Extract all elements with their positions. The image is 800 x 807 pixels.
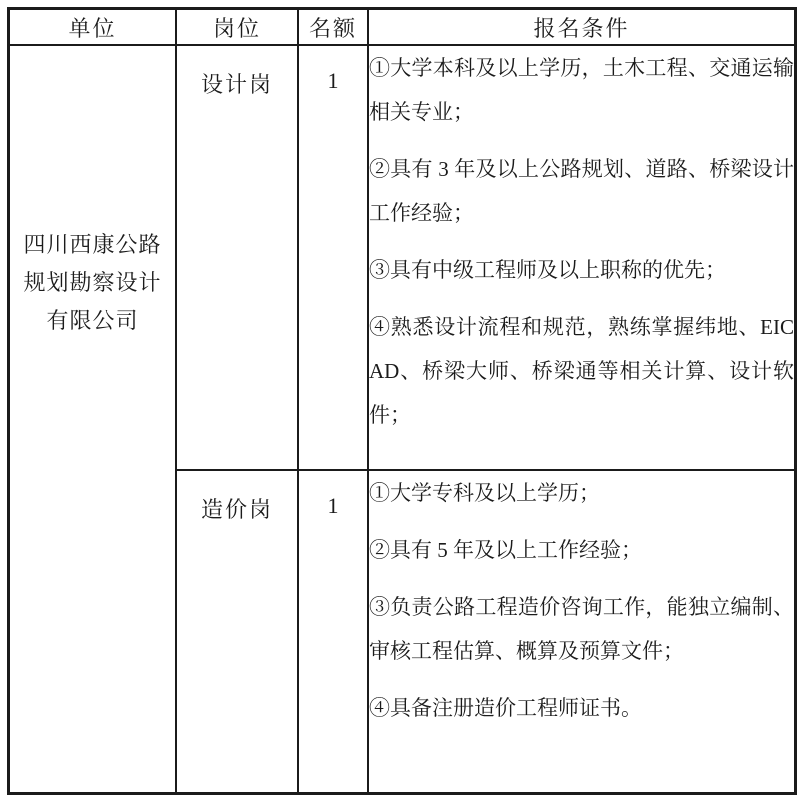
condition-item: ②具有 3 年及以上公路规划、道路、桥梁设计工作经验； — [369, 157, 794, 225]
post-cell-cost — [176, 470, 298, 793]
quota-value: 1 — [327, 68, 339, 93]
conditions-cell-design — [368, 45, 795, 470]
quota-cell-design — [298, 45, 368, 470]
condition-item: ①大学本科及以上学历，土木工程、交通运输相关专业； — [369, 56, 794, 124]
company-name-line: 规划勘察设计 — [23, 270, 162, 295]
condition-item: ③具有中级工程师及以上职称的优先； — [369, 258, 726, 282]
quota-value: 1 — [327, 493, 339, 518]
condition-item: ④熟悉设计流程和规范，熟练掌握纬地、EICAD、桥梁大师、桥梁通等相关计算、设计软件； — [369, 315, 794, 427]
header-cell-quota: 名额 — [298, 9, 368, 45]
post-label: 设计岗 — [200, 72, 273, 97]
company-name-cell — [9, 45, 176, 793]
company-name-line: 四川西康公路 — [23, 232, 162, 257]
header-cell-unit: 单位 — [9, 9, 176, 45]
condition-item: ④具备注册造价工程师证书。 — [369, 696, 642, 720]
table-row-design-post — [9, 45, 795, 470]
post-cell-design — [176, 45, 298, 470]
post-label: 造价岗 — [200, 497, 273, 522]
condition-item: ②具有 5 年及以上工作经验； — [369, 538, 642, 562]
company-name — [10, 46, 175, 340]
quota-cell-cost — [298, 470, 368, 793]
conditions-cell-cost — [368, 470, 795, 793]
condition-item: ③负责公路工程造价咨询工作，能独立编制、审核工程估算、概算及预算文件； — [369, 595, 794, 663]
header-cell-conditions: 报名条件 — [368, 9, 795, 45]
header-cell-post: 岗位 — [176, 9, 298, 45]
table-header-row — [9, 9, 795, 45]
recruitment-table — [8, 8, 796, 794]
company-name-line: 有限公司 — [46, 308, 139, 333]
condition-item: ①大学专科及以上学历； — [369, 481, 600, 505]
